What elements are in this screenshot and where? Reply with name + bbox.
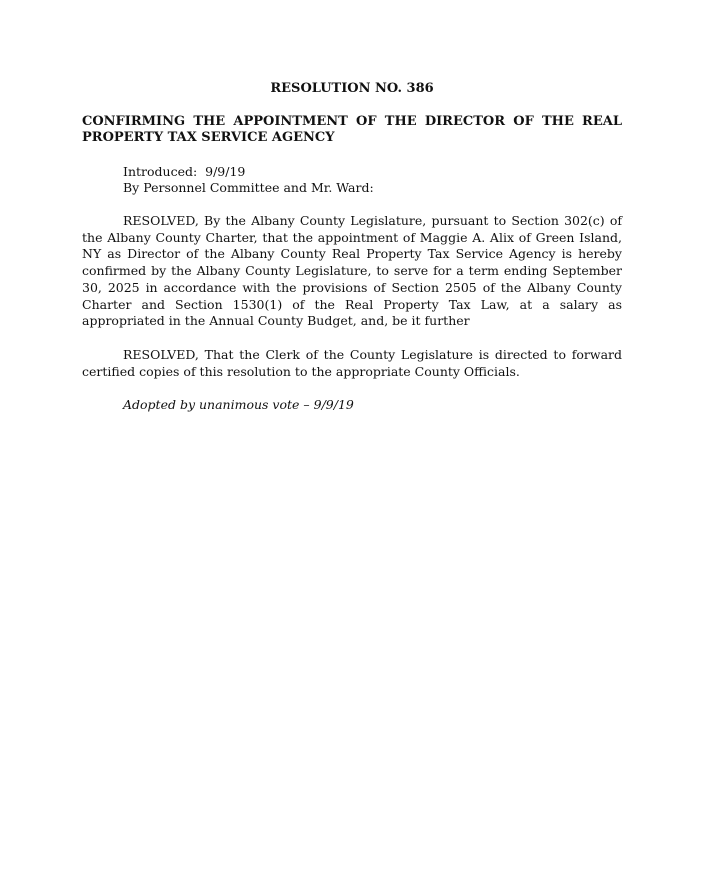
resolution-heading — [82, 114, 622, 146]
heading-line: PROPERTY TAX SERVICE AGENCY — [82, 130, 335, 145]
adoption-note: Adopted by unanimous vote – 9/9/19 — [123, 397, 354, 412]
heading-line: CONFIRMING THE APPOINTMENT OF THE DIRECTOR OF THE REAL — [82, 114, 622, 129]
paragraph-line: appropriated in the Annual County Budget, and, be it further — [82, 313, 470, 329]
paragraph-line: 30, 2025 in accordance with the provisions of Section 2505 of the Albany County — [82, 279, 622, 295]
resolution-meta — [123, 164, 374, 196]
paragraph-line: RESOLVED, By the Albany County Legislature, pursuant to Section 302(c) of — [123, 213, 622, 228]
paragraph-line: certified copies of this resolution to the appropriate County Officials. — [82, 363, 520, 379]
introduced-date: Introduced: 9/9/19 — [123, 164, 246, 179]
paragraph-line: Charter and Section 1530(1) of the Real Property Tax Law, at a salary as — [82, 296, 622, 312]
paragraph-line: confirmed by the Albany County Legislature, to serve for a term ending September — [82, 263, 622, 279]
paragraph-line: RESOLVED, That the Clerk of the County Legislature is directed to forward — [123, 347, 622, 362]
paragraph-line: NY as Director of the Albany County Real Property Tax Service Agency is hereby — [82, 246, 622, 262]
sponsor: By Personnel Committee and Mr. Ward: — [123, 180, 374, 195]
resolved-paragraph-2 — [82, 347, 622, 380]
resolution-title: RESOLUTION NO. 386 — [270, 81, 434, 96]
paragraph-line: the Albany County Charter, that the appointment of Maggie A. Alix of Green Island, — [82, 229, 622, 245]
resolved-paragraph-1 — [82, 213, 622, 330]
